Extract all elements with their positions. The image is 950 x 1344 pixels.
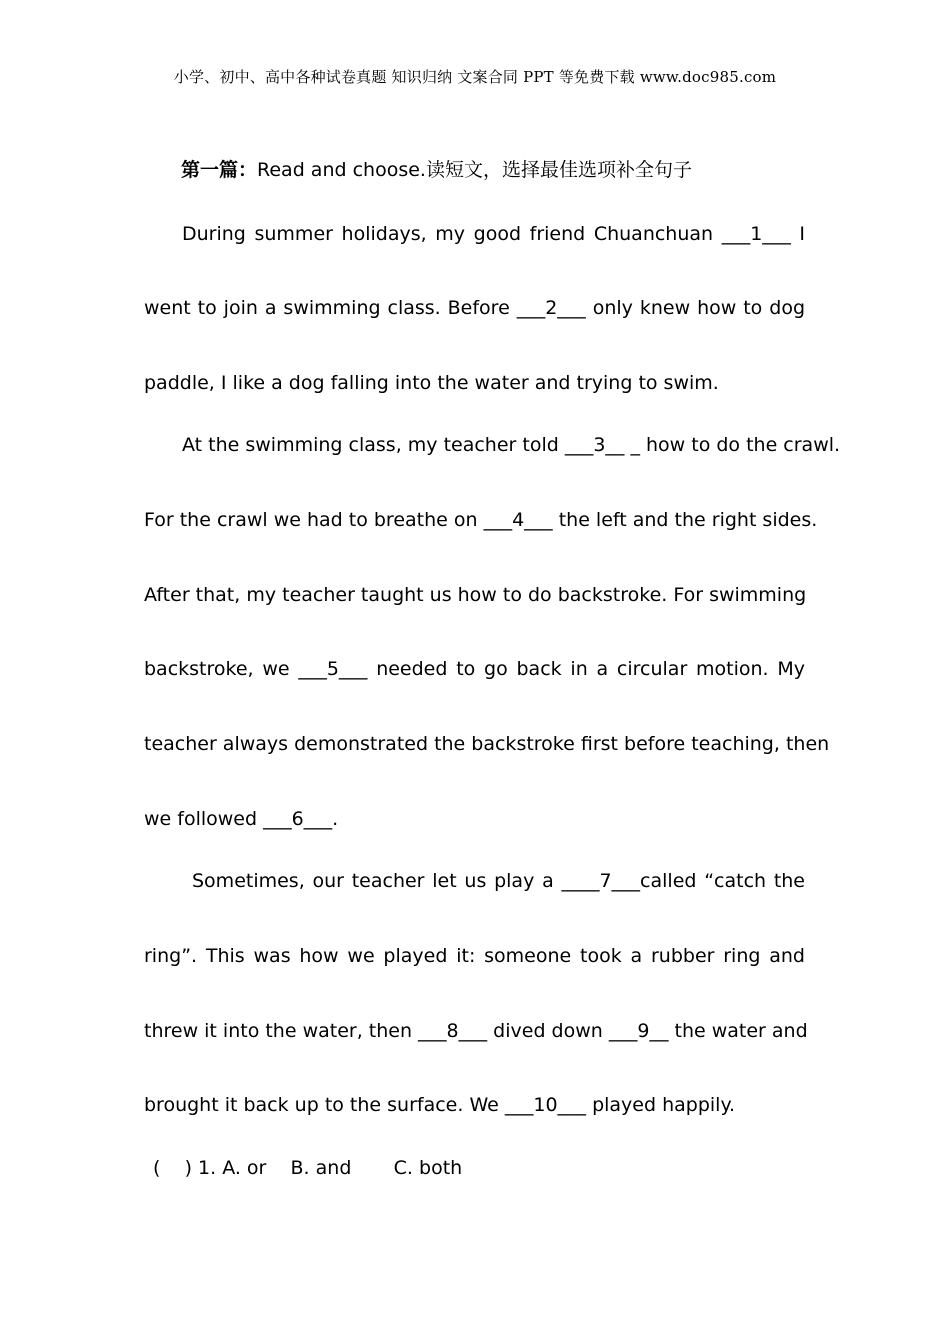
passage-line-9: we followed ___6___. bbox=[144, 808, 339, 830]
page-header: 小学、初中、高中各种试卷真题 知识归纳 文案合同 PPT 等免费下载 www.doc985.com bbox=[173, 68, 777, 86]
question-1: ( ) 1. A. or B. and C. both bbox=[153, 1157, 463, 1179]
passage-line-1: During summer holidays, my good friend Chuanchuan ___1___ I bbox=[182, 223, 805, 245]
section-title-label: 第一篇： bbox=[181, 159, 258, 181]
section-title-instruction: Read and choose.读短文，选择最佳选项补全句子 bbox=[257, 159, 692, 181]
passage-line-4: At the swimming class, my teacher told ___3__ _ how to do the crawl. bbox=[182, 434, 841, 456]
passage-line-10: Sometimes, our teacher let us play a ____7___called “catch the bbox=[192, 870, 805, 892]
passage-line-13: brought it back up to the surface. We ___10___ played happily. bbox=[144, 1094, 736, 1116]
passage-line-2: went to join a swimming class. Before ___2___ only knew how to dog bbox=[144, 297, 805, 319]
passage-line-12: threw it into the water, then ___8___ dived down ___9__ the water and bbox=[144, 1020, 808, 1042]
passage-line-11: ring”. This was how we played it: someone took a rubber ring and bbox=[144, 945, 805, 967]
passage-line-3: paddle, I like a dog falling into the water and trying to swim. bbox=[144, 372, 719, 394]
passage-line-5: For the crawl we had to breathe on ___4___ the left and the right sides. bbox=[144, 509, 818, 531]
passage-line-8: teacher always demonstrated the backstroke first before teaching, then bbox=[144, 733, 830, 755]
section-title bbox=[181, 158, 842, 182]
passage-line-7: backstroke, we ___5___ needed to go back in a circular motion. My bbox=[144, 658, 805, 680]
passage-line-6: After that, my teacher taught us how to do backstroke. For swimming bbox=[144, 584, 807, 606]
